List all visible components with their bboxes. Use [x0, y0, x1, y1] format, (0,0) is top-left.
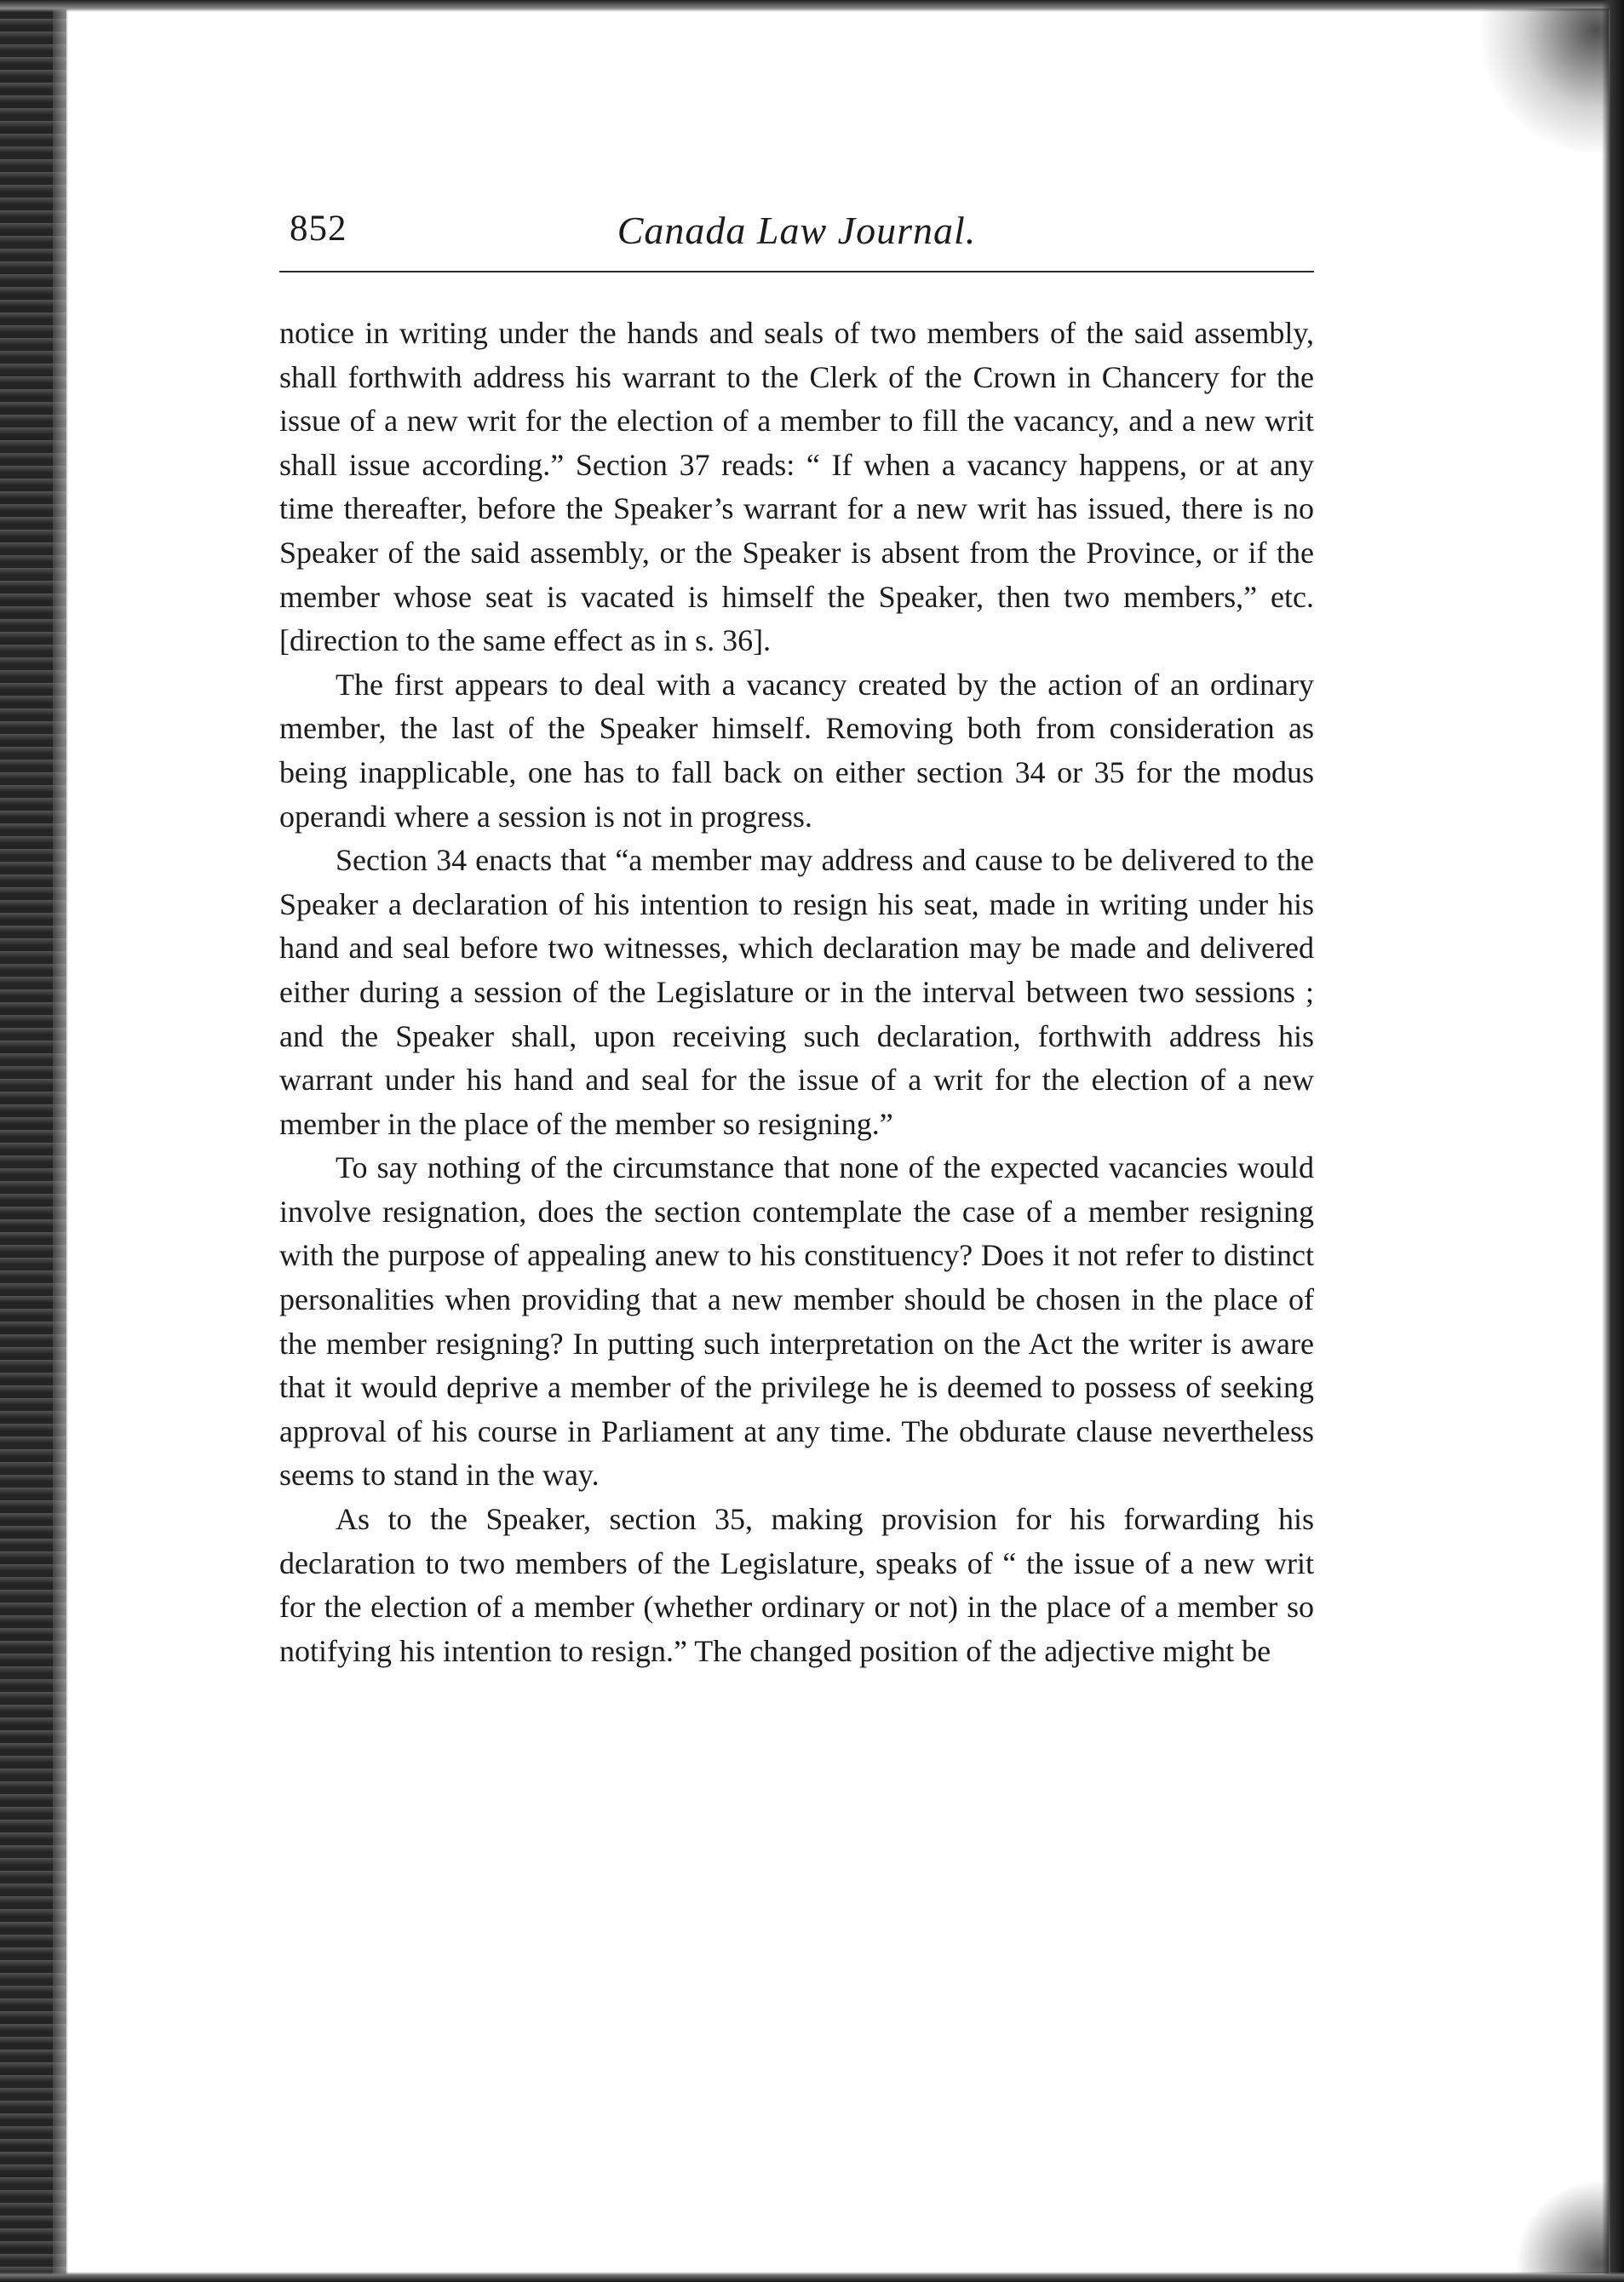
paragraph: notice in writing under the hands and seals of two members of the said assembly, shall forthwith address his warrant to the Clerk of the Crown in Chancery for the issue of a new writ for the election of a member to fill the vacancy, and a new writ shall issue according.” Section 37 reads: “ If when a vacancy happens, or at any time thereafter, before the Speaker’s warrant for a new writ has issued, there is no Speaker of the said assembly, or the Speaker is absent from the Province, or if the member whose seat is vacated is himself the Speaker, then two members,” etc. [direction to the same effect as in s. 36].	[279, 316, 1314, 658]
header-rule	[279, 271, 1314, 272]
paragraph: Section 34 enacts that “a member may address and cause to be delivered to the Speaker a declaration of his intention to resign his seat, made in writing under his hand and seal before two witnesses, which declaration may be made and delivered either during a session of the Legislature or in the interval between two sessions ; and the Speaker shall, upon receiving such declaration, forthwith address his warrant under his hand and seal for the issue of a writ for the election of a new member in the place of the member so resigning.”	[279, 843, 1314, 1141]
scan-smudge-bottom-right	[1515, 2180, 1609, 2273]
paragraph: As to the Speaker, section 35, making provision for his forwarding his declaration to two members of the Legislature, speaks of “ the issue of a new writ for the election of a member (whether ordinary or not) in the place of a member so notifying his intention to resign.” The changed position of the adjective might be	[279, 1502, 1314, 1668]
body-text	[279, 312, 1314, 1673]
scan-edge-right	[1602, 0, 1624, 2282]
scan-edge-left-shadow	[53, 0, 68, 2282]
page-number: 852	[290, 209, 347, 249]
scan-smudge-top-right	[1481, 9, 1609, 153]
paragraph: To say nothing of the circumstance that none of the expected vacancies would involve resignation, does the section contemplate the case of a member resigning with the purpose of appealing anew to his constituency? Does it not refer to distinct personalities when providing that a new member should be chosen in the place of the member resigning? In putting such interpretation on the Act the writer is aware that it would deprive a member of the privilege he is deemed to possess of seeking approval of his course in Parliament at any time. The obdurate clause nevertheless seems to stand in the way.	[279, 1150, 1314, 1493]
journal-title: Canada Law Journal.	[617, 209, 977, 252]
scan-edge-bottom	[0, 2272, 1624, 2282]
scan-edge-top	[0, 0, 1624, 12]
paragraph: The first appears to deal with a vacancy created by the action of an ordinary member, the last of the Speaker himself. Removing both from consideration as being inapplicable, one has to fall back on either section 34 or 35 for the modus operandi where a session is not in progress.	[279, 667, 1314, 834]
running-head	[279, 204, 1314, 264]
